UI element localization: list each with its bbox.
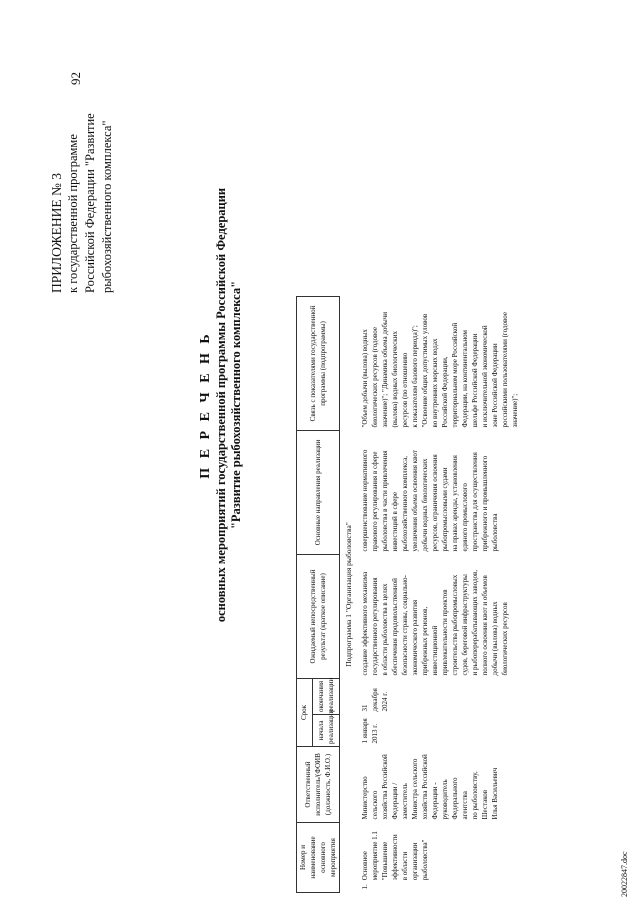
cell-start: 1 января 2013 г.	[361, 718, 379, 744]
page-number: 92	[68, 72, 83, 85]
document-title: П Е Р Е Ч Е Н Ь	[198, 331, 213, 479]
cell-link: "Объем добычи (вылова) водных биологических ресурсов (годовое значение)"; "Динамика объема добычи (вылова) водных биологических ресурсов (по отношению к показателям базового периода)"; "Освоение общих допустимых уловов во внутренних морских водах Российской Федерации, территориальном море Российской Федерации, на континентальном шельфе Российской Федерации и исключительной экономической зоне Российской Федерации российскими пользователями (годовое значение)";	[361, 312, 519, 428]
document-subtitle-2: "Развитие рыбохозяйственного комплекса"	[229, 280, 243, 530]
appendix-title: ПРИЛОЖЕНИЕ № 3	[49, 172, 64, 293]
header-result: Ожидаемый непосредственный результат (краткое описание)	[297, 554, 340, 678]
header-executor: Ответственный исполнитель/(ФОИВ (должность, Ф.И.О.)	[297, 747, 340, 823]
cell-result: создание эффективного механизма государственного регулирования в области рыболовства в целях обеспечения продовольственной безопасности страны, социально- экономического развития прибрежных регионов, инвестиционной привлекательности проектов строительства рыбопромысловых судов, береговой инфраструктуры и рыбоперерабатывающих заводов, полного освоения квот и объемов добычи (вылова) водных биологических ресурсов	[361, 569, 509, 676]
document-subtitle-1: основных мероприятий государственной программы Российской Федерации	[214, 187, 228, 623]
table-row	[358, 296, 522, 892]
appendix-block	[48, 33, 116, 293]
header-directions: Основные направления реализации	[297, 430, 340, 554]
header-term-start: начала реализации	[312, 715, 339, 747]
appendix-line-2: Российской Федерации "Развитие	[83, 113, 97, 293]
cell-end: 31 декабря 2024 г.	[361, 688, 389, 712]
footer-code: 20022847.doc	[620, 851, 629, 897]
cell-directions: совершенствование нормативного правового регулирования в сфере рыболовства в части привлечения инвестиций в сфере рыбохозяйственного комплекса, увеличения объема освоения квот добычи водных биологических ресурсов, ограничения освоения рыбопромысловыми судами на правах аренды, установления единого промыслового пространства для осуществления прибрежного и промышленного рыболовства	[361, 449, 499, 552]
header-name: Номер и наименование основного мероприятия	[297, 823, 340, 893]
row-name: Основное мероприятие 1.1 "Повышение эффективности в области организации рыболовства"	[361, 831, 429, 881]
cell-name	[358, 823, 522, 893]
document-title-block	[198, 175, 244, 635]
row-number: 1.	[361, 884, 369, 890]
header-term: Срок	[297, 678, 313, 746]
appendix-line-1: к государственной программе	[66, 134, 80, 293]
subprogram-heading: Подпрограмма 1 "Организация рыболовства"	[344, 522, 353, 667]
appendix-line-3: рыбохозяйственного комплекса"	[100, 120, 114, 293]
header-link: Связь с показателями государственной программы (подпрограммы)	[297, 296, 340, 430]
measures-table-wrap	[296, 297, 522, 893]
header-term-end: окончания реализации	[312, 678, 339, 714]
measures-table	[296, 296, 522, 893]
cell-executor: Министерство сельского хозяйства Российской Федерации / заместитель Министра сельского хозяйства Российской Федерации - руководитель Федерального агентства по рыболовству, Шестаков Илья Васильевич	[361, 754, 499, 820]
